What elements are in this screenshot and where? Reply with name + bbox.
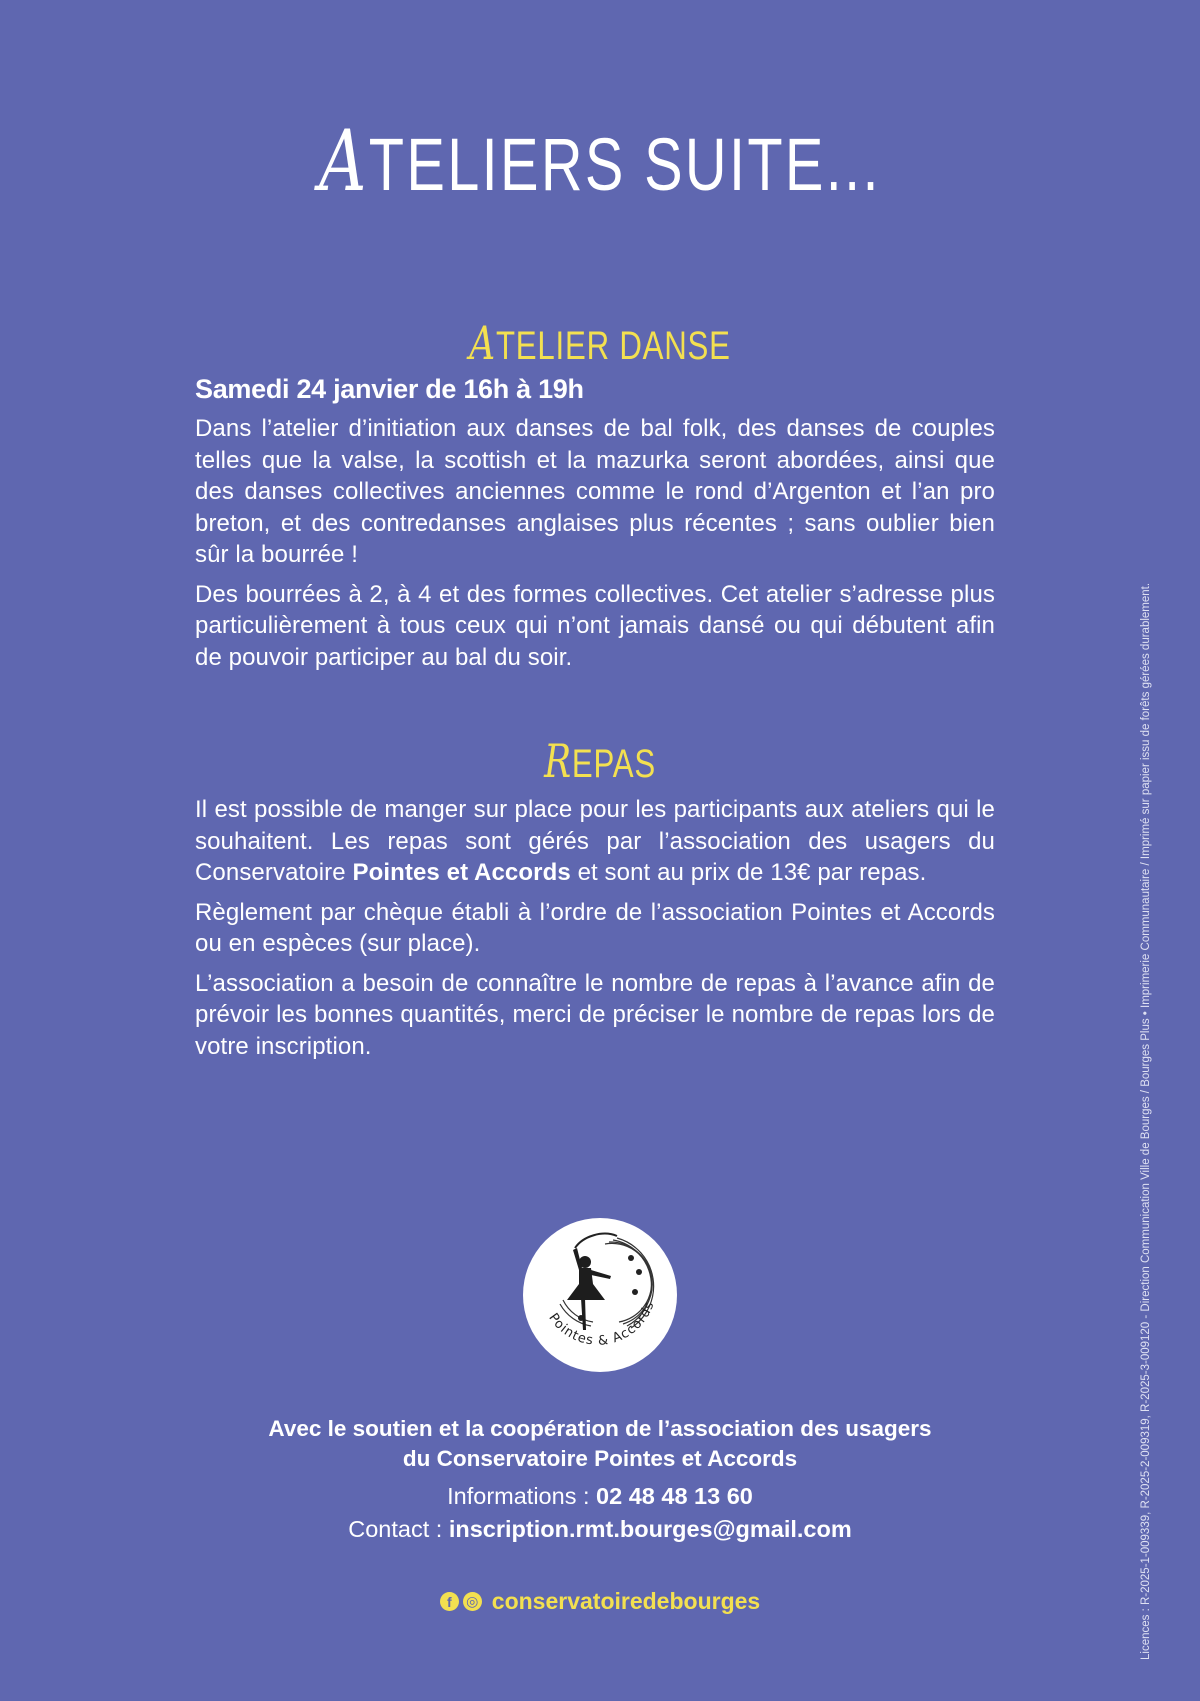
contact-label: Contact :: [348, 1516, 449, 1542]
repas-description: [195, 794, 995, 889]
ballerina-icon: [523, 1218, 677, 1372]
instagram-icon[interactable]: ◎: [463, 1592, 482, 1611]
section-heading-initial: R: [544, 734, 572, 788]
contact-line: [0, 1513, 1200, 1546]
page-title-rest: TELIERS SUITE...: [368, 123, 881, 206]
side-credit-text: Licences : R-2025-1-009339, R-2025-2-009319, R-2025-3-009120 - Direction Communication Ville de Bourges / Bourges Plus • Imprimerie Communautaire / Imprimé sur papier issu de forêts gérées durablement.: [1140, 582, 1152, 1660]
social-links: [0, 1588, 1200, 1615]
info-line: [0, 1480, 1200, 1513]
footer: [0, 1414, 1200, 1546]
repas-text-1: Il est possible de manger sur place pour les participants aux ateliers qui le souhaitent. Les repas sont gérés par l’association des usagers du Conservatoire: [195, 796, 995, 886]
support-line-1: Avec le soutien et la coopération de l’association des usagers: [268, 1416, 932, 1441]
section-heading-rest: EPAS: [571, 742, 656, 786]
section-heading-initial: A: [469, 316, 496, 370]
page-title-initial: A: [319, 112, 369, 210]
atelier-danse-section: [195, 374, 995, 681]
section-heading-atelier-danse: [132, 316, 1068, 370]
atelier-audience: Des bourrées à 2, à 4 et des formes collectives. Cet atelier s’adresse plus particulièrement à tous ceux qui n’ont jamais dansé ou qui débutent afin de pouvoir participer au bal du soir.: [195, 580, 995, 671]
repas-payment: Règlement par chèque établi à l’ordre de l’association Pointes et Accords ou en espèces (sur place).: [195, 898, 995, 957]
info-label: Informations :: [447, 1483, 597, 1509]
repas-notice: L’association a besoin de connaître le nombre de repas à l’avance afin de prévoir les bonnes quantités, merci de préciser le nombre de repas lors de votre inscription.: [195, 969, 995, 1060]
social-handle[interactable]: conservatoiredebourges: [491, 1588, 761, 1614]
atelier-date: Samedi 24 janvier de 16h à 19h: [195, 374, 584, 404]
repas-text-2: et sont au prix de 13€ par repas.: [570, 859, 927, 886]
facebook-icon[interactable]: f: [440, 1592, 459, 1611]
association-name: Pointes et Accords: [352, 859, 571, 886]
repas-section: [195, 794, 995, 1070]
contact-email-link[interactable]: inscription.rmt.bourges@gmail.com: [448, 1516, 852, 1542]
page-title: [132, 112, 1068, 210]
section-heading-repas: [132, 734, 1068, 788]
pointes-accords-logo: [523, 1218, 677, 1372]
atelier-description: Dans l’atelier d’initiation aux danses de bal folk, des danses de couples telles que la valse, la scottish et la mazurka seront abordées, ainsi que des danses collectives anciennes comme le rond d’Argenton et l’an pro breton, et des contredanses anglaises plus récentes ; sans oublier bien sûr la bourrée !: [195, 415, 995, 568]
logo-text: Pointes & Accords: [545, 1299, 658, 1349]
phone-number[interactable]: 02 48 48 13 60: [596, 1483, 753, 1509]
section-heading-rest: TELIER DANSE: [495, 324, 731, 368]
support-line-2: du Conservatoire Pointes et Accords: [402, 1446, 798, 1471]
